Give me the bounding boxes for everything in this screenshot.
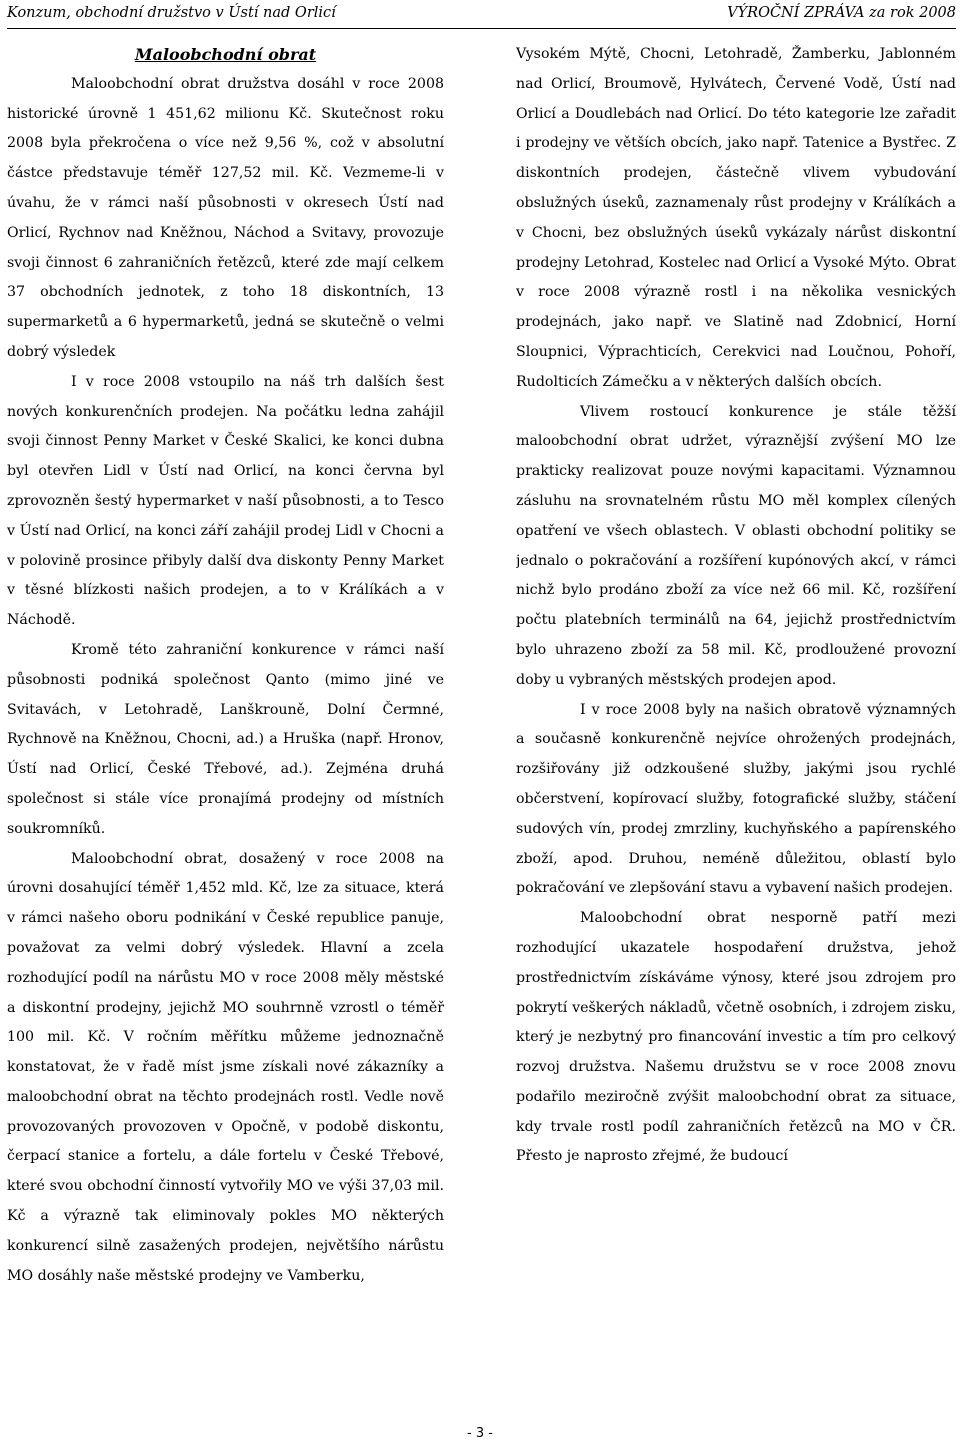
paragraph: Maloobchodní obrat nesporně patří mezi rozhodující ukazatele hospodaření družstva, jehož prostřednictvím získáváme výnosy, které jsou zdrojem pro pokrytí veškerých nákladů, včetně osobních, i zdrojem zisku, který je nezbytný pro financování investic a tím pro celkový rozvoj družstva. Našemu družstvu se v roce 2008 znovu podařilo meziročně zvýšit maloobchodní obrat za situace, kdy trvale rostl podíl zahraničních řetězců na MO v ČR. Přesto je naprosto zřejmé, že budoucí [516, 910, 956, 1165]
right-column [516, 40, 956, 1172]
page-header [7, 2, 956, 29]
header-organization: Konzum, obchodní družstvo v Ústí nad Orlicí [7, 5, 336, 21]
paragraph: Vlivem rostoucí konkurence je stále těžší maloobchodní obrat udržet, výraznější zvýšení MO lze prakticky realizovat pouze novými kapacitami. Významnou zásluhu na srovnatelném růstu MO měl komplex cílených opatření ve všech oblastech. V oblasti obchodní politiky se jednalo o pokračování a rozšíření kupónových akcí, v rámci nichž bylo prodáno zboží za více než 66 mil. Kč, rozšíření počtu platebních terminálů na 64, jejichž prostřednictvím bylo uhrazeno zboží za 58 mil. Kč, prodloužené provozní doby u vybraných městských prodejen apod. [516, 403, 956, 688]
left-column [7, 40, 444, 1291]
paragraph: Kromě této zahraniční konkurence v rámci naší působnosti podniká společnost Qanto (mimo jiné ve Svitavách, v Letohradě, Lanškrouně, Dolní Čermné, Rychnově na Kněžnou, Chocni, ad.) a Hruška (např. Hronov, Ústí nad Orlicí, České Třebové, ad.). Zejména druhá společnost si stále více pronajímá prodejny od místních soukromníků. [7, 641, 444, 837]
paragraph: Maloobchodní obrat družstva dosáhl v roce 2008 historické úrovně 1 451,62 milionu Kč. Skutečnost roku 2008 byla překročena o více než 9,56 %, což v absolutní částce představuje téměř 127,52 mil. Kč. Vezmeme-li v úvahu, že v rámci naší působnosti v okresech Ústí nad Orlicí, Rychnov nad Kněžnou, Náchod a Svitavy, provozuje svoji činnost 6 zahraničních řetězců, které zde mají celkem 37 obchodních jednotek, z toho 18 diskontních, 13 supermarketů a 6 hypermarketů, jedná se skutečně o velmi dobrý výsledek [7, 75, 444, 360]
section-title: Maloobchodní obrat [134, 45, 317, 64]
paragraph: I v roce 2008 byly na našich obratově významných a současně konkurenčně nejvíce ohrožených prodejnách, rozšiřovány již odzkoušené služby, jakými jsou rychlé občerstvení, kopírovací služby, fotografické služby, stáčení sudových vín, prodej zmrzliny, kuchyňského a papírenského zboží, apod. Druhou, neméně důležitou, oblastí bylo pokračování ve zlepšování stavu a vybavení našich prodejen. [516, 701, 956, 897]
paragraph: I v roce 2008 vstoupilo na náš trh dalších šest nových konkurenčních prodejen. Na počátku ledna zahájil svoji činnost Penny Market v České Skalici, ke konci dubna byl otevřen Lidl v Ústí nad Orlicí, na konci června byl zprovozněn šestý hypermarket v naší působnosti, a to Tesco v Ústí nad Orlicí, na konci září zahájil prodej Lidl v Chocni a v polovině prosince přibyly další dva diskonty Penny Market v těsné blízkosti našich prodejen, a to v Králíkách a v Náchodě. [7, 373, 444, 629]
header-report-title: VÝROČNÍ ZPRÁVA za rok 2008 [727, 5, 956, 21]
paragraph-continued: Vysokém Mýtě, Chocni, Letohradě, Žamberku, Jablonném nad Orlicí, Broumově, Hylvátech, Červené Vodě, Ústí nad Orlicí a Doudlebách nad Orlicí. Do této kategorie lze zařadit i prodejny ve větších obcích, jako např. Tatenice a Bystřec. Z diskontních prodejen, částečně vlivem vybudování obslužných úseků, zaznamenaly růst prodejny v Králíkách a v Chocni, bez obslužných úseků vykázaly nárůst diskontní prodejny Letohrad, Kostelec nad Orlicí a Vysoké Mýto. Obrat v roce 2008 výrazně rostl i na několika vesnických prodejnách, jako např. ve Slatině nad Zdobnicí, Horní Sloupnici, Výprachticích, Cerekvici nad Loučnou, Pohoří, Rudolticích Zámečku a v některých dalších obcích. [516, 46, 956, 390]
page-number: - 3 - [467, 1426, 493, 1441]
paragraph: Maloobchodní obrat, dosažený v roce 2008 na úrovni dosahující téměř 1,452 mld. Kč, lze za situace, která v rámci našeho oboru podnikání v České republice panuje, považovat za velmi dobrý výsledek. Hlavní a zcela rozhodující podíl na nárůstu MO v roce 2008 měly městské a diskontní prodejny, jejichž MO souhrnně vzrostl o téměř 100 mil. Kč. V ročním měřítku můžeme jednoznačně konstatovat, že v řadě míst jsme získali nové zákazníky a maloobchodní obrat na těchto prodejnách rostl. Vedle nově provozovaných provozoven v Opočně, v podobě diskontu, čerpací stanice a fortelu, a dále fortelu v České Třebové, které svou obchodní činností vytvořily MO ve výši 37,03 mil. Kč a výrazně tak eliminovaly pokles MO některých konkurencí silně zasažených prodejen, největšího nárůstu MO dosáhly naše městské prodejny ve Vamberku, [7, 850, 444, 1284]
